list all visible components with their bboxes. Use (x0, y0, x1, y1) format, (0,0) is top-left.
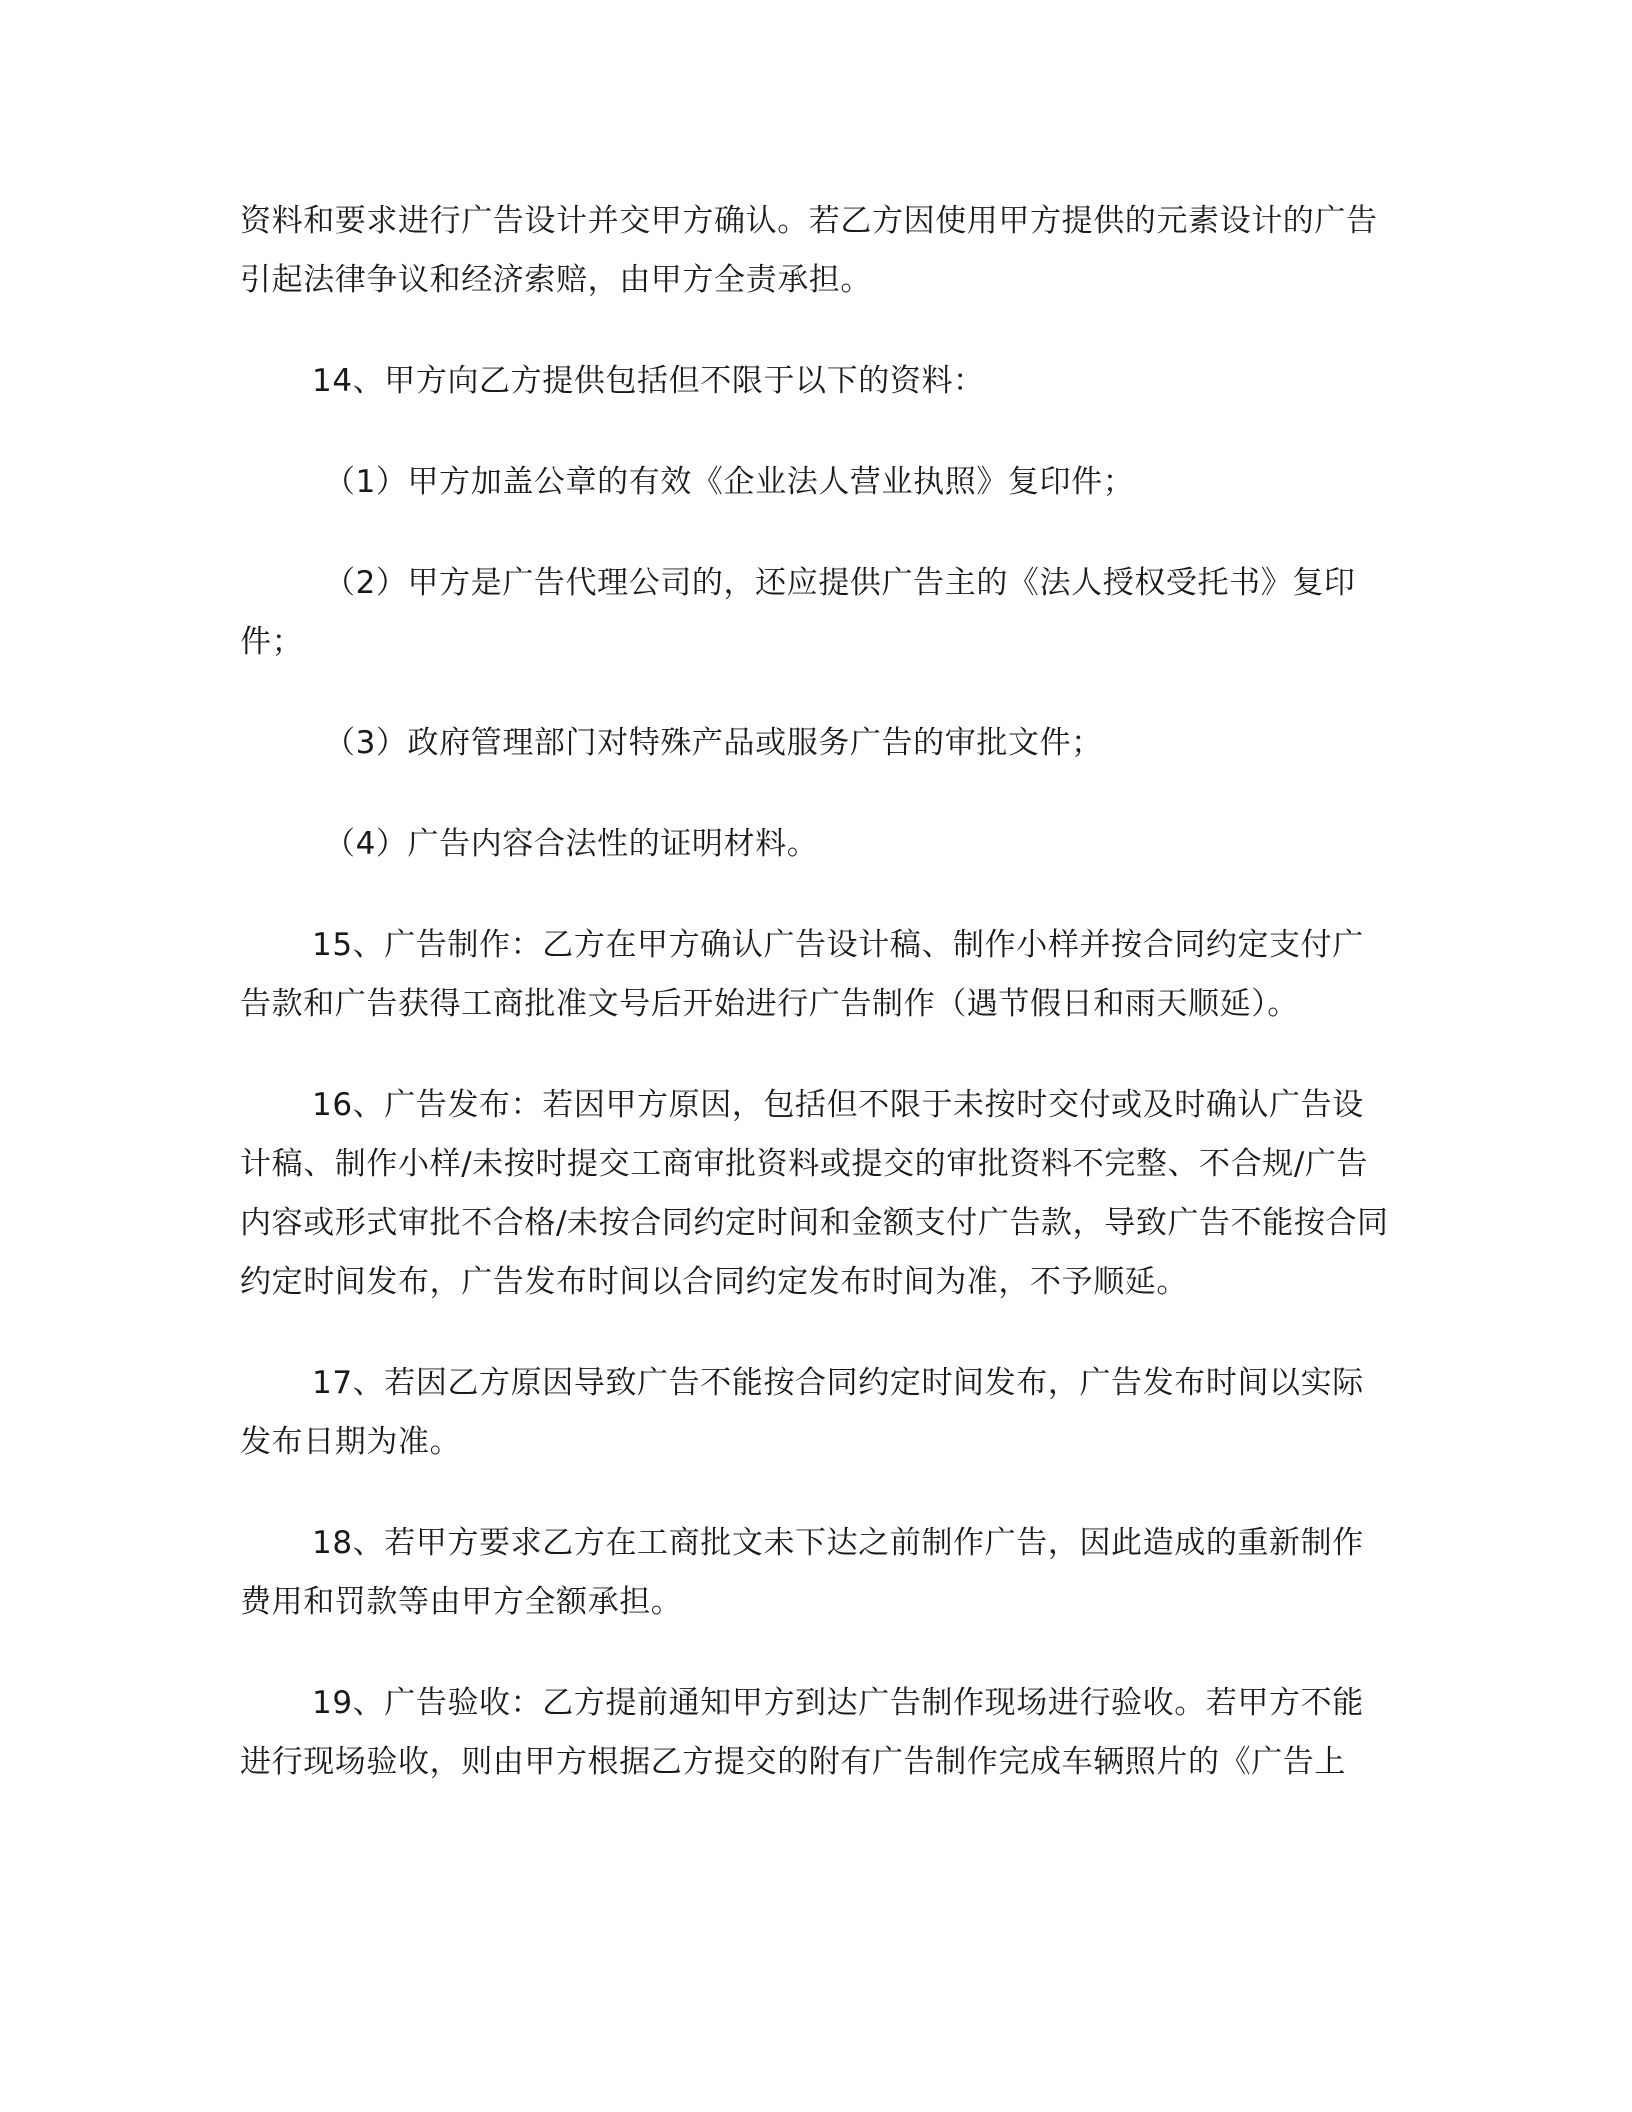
clause-17: 17、若因乙方原因导致广告不能按合同约定时间发布，广告发布时间以实际发布日期为准。 (240, 1365, 1364, 1460)
clause-18: 18、若甲方要求乙方在工商批文未下达之前制作广告，因此造成的重新制作费用和罚款等由甲方全额承担。 (240, 1525, 1364, 1620)
clause-15: 15、广告制作：乙方在甲方确认广告设计稿、制作小样并按合同约定支付广告款和广告获得工商批准文号后开始进行广告制作（遇节假日和雨天顺延）。 (240, 927, 1364, 1022)
clause-14: 14、甲方向乙方提供包括但不限于以下的资料： (312, 363, 985, 399)
document-body (240, 192, 1390, 1834)
clause-16: 16、广告发布：若因甲方原因，包括但不限于未按时交付或及时确认广告设计稿、制作小样/未按时提交工商审批资料或提交的审批资料不完整、不合规/广告内容或形式审批不合格/未按合同约定时间和金额支付广告款，导致广告不能按合同约定时间发布，广告发布时间以合同约定发布时间为准，不予顺延。 (240, 1087, 1389, 1300)
clause-14-item-3: （3）政府管理部门对特殊产品或服务广告的审批文件； (324, 725, 1103, 761)
clause-14-item-1: （1）甲方加盖公章的有效《企业法人营业执照》复印件； (324, 464, 1135, 500)
clause-19: 19、广告验收：乙方提前通知甲方到达广告制作现场进行验收。若甲方不能进行现场验收，则由甲方根据乙方提交的附有广告制作完成车辆照片的《广告上 (240, 1685, 1364, 1780)
clause-14-item-2: （2）甲方是广告代理公司的，还应提供广告主的《法人授权受托书》复印件； (240, 565, 1356, 660)
clause-14-item-4: （4）广告内容合法性的证明材料。 (324, 826, 819, 862)
paragraph-continuation: 资料和要求进行广告设计并交甲方确认。若乙方因使用甲方提供的元素设计的广告引起法律争议和经济索赔，由甲方全责承担。 (240, 203, 1378, 298)
